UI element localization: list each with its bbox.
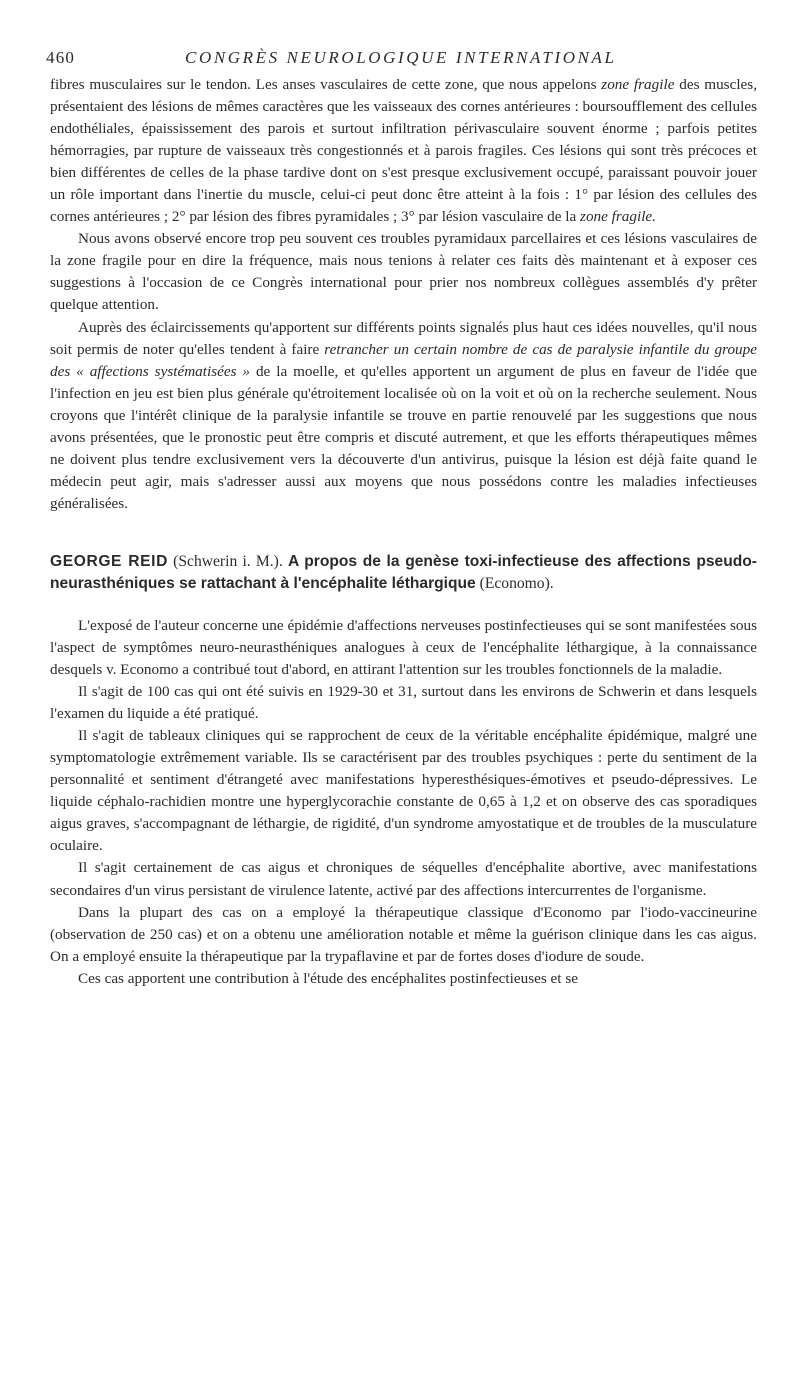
paragraph: Dans la plupart des cas on a employé la thérapeutique classique d'Economo par l'iodo-vaccineurine (observation de 250 cas) et on a obtenu une amélioration notable et même la guérison clinique dans les cas aigus. On a employé ensuite la thérapeutique par la trypaflavine et par de fortes doses d'iodure de soude. (50, 903, 757, 965)
article-body (50, 615, 757, 990)
article-heading (50, 551, 757, 595)
running-title: CONGRÈS NEUROLOGIQUE INTERNATIONAL (185, 48, 617, 67)
journal-page (46, 48, 758, 990)
author-name: GEORGE REID (50, 552, 168, 570)
article-title-tail: (Economo). (479, 574, 554, 592)
author-affiliation: (Schwerin i. M.). (173, 552, 283, 570)
page-number: 460 (46, 48, 76, 67)
running-header (46, 48, 757, 74)
paragraph: Il s'agit de tableaux cliniques qui se rapprochent de ceux de la véritable encéphalite épidémique, malgré une symptomatologie extrêmement variable. Ils se caractérisent par des troubles psychiques : perte du sentiment de la personnalité et sentiment d'étrangeté avec manifestations hyperesthésiques-émotives et pseudo-dépressives. Le liquide céphalo-rachidien montre une hyperglycorachie constante de 0,65 à 1,2 et on observe des cas sporadiques aigus graves, s'accompagnant de léthargie, de rigidité, d'un syndrome amyostatique et de troubles de la musculature oculaire. (50, 727, 757, 855)
paragraph: L'exposé de l'auteur concerne une épidémie d'affections nerveuses postinfectieuses qui se sont manifestées sous l'aspect de symptômes neuro-neurasthéniques analogues à ceux de l'encéphalite léthargique, à la connaissance desquels v. Economo a contribué tout d'abord, en attirant l'attention sur les troubles fonctionnels de la maladie. (50, 616, 757, 679)
paragraph: Nous avons observé encore trop peu souvent ces troubles pyramidaux parcellaires et ces lésions vasculaires de la zone fragile pour en dire la fréquence, mais nous tenions à relater ces faits dès maintenant et à exposer ces suggestions à l'occasion de ce Congrès international pour prier nos nombreux collègues assemblés d'y prêter quelque attention. (50, 230, 757, 314)
paragraph: Il s'agit certainement de cas aigus et chroniques de séquelles d'encéphalite abortive, avec manifestations secondaires d'un virus persistant de virulence latente, activé par des affections intercurrentes de l'organisme. (50, 859, 757, 899)
article-title: A propos de la genèse toxi-infectieuse des affections pseudo-neurasthéniques se rattachant à l'encéphalite léthargique (50, 552, 757, 592)
continued-article (50, 74, 757, 515)
paragraph: Auprès des éclaircissements qu'apportent sur différents points signalés plus haut ces idées nouvelles, qu'il nous soit permis de noter qu'elles tendent à faire retrancher un certain nombre de cas de paralysie infantile du groupe des « affections systématisées » de la moelle, et qu'elles apportent un argument de plus en faveur de l'idée que l'infection en jeu est bien plus générale qu'étroitement localisée où on la voit et où on la recherche seulement. Nous croyons que l'intérêt clinique de la paralysie infantile se trouve en partie renouvelé par les suggestions que nous avons présentées, que le pronostic peut être compris et discuté autrement, et que les efforts thérapeutiques mêmes ne doivent plus tendre exclusivement vers la découverte d'un antivirus, puisque la lésion est déjà faite quand le médecin peut agir, mais s'adresser aussi aux moyens que nous possédons contre les maladies infectieuses généralisées. (50, 318, 757, 512)
paragraph: Il s'agit de 100 cas qui ont été suivis en 1929-30 et 31, surtout dans les environs de Schwerin et dans lesquels l'examen du liquide a été pratiqué. (50, 683, 757, 723)
paragraph: fibres musculaires sur le tendon. Les anses vasculaires de cette zone, que nous appelons zone fragile des muscles, présentaient des lésions de mêmes caractères que les vaisseaux des cornes antérieures : boursoufflement des cellules endothéliales, épaississement des parois et surtout infiltration périvasculaire souvent énorme ; parfois petites hémorragies, par rupture de vaisseaux très congestionnés et à parois fragiles. Ces lésions qui sont très précoces et bien différentes de celles de la phase tardive dont on s'est presque exclusivement occupé, paraissant pouvoir jouer un rôle important dans l'inertie du muscle, celui-ci peut donc être atteint à la fois : 1° par lésion des cellules des cornes antérieures ; 2° par lésion des fibres pyramidales ; 3° par lésion vasculaire de la zone fragile. (50, 76, 758, 226)
paragraph: Ces cas apportent une contribution à l'étude des encéphalites postinfectieuses et se (78, 969, 578, 987)
